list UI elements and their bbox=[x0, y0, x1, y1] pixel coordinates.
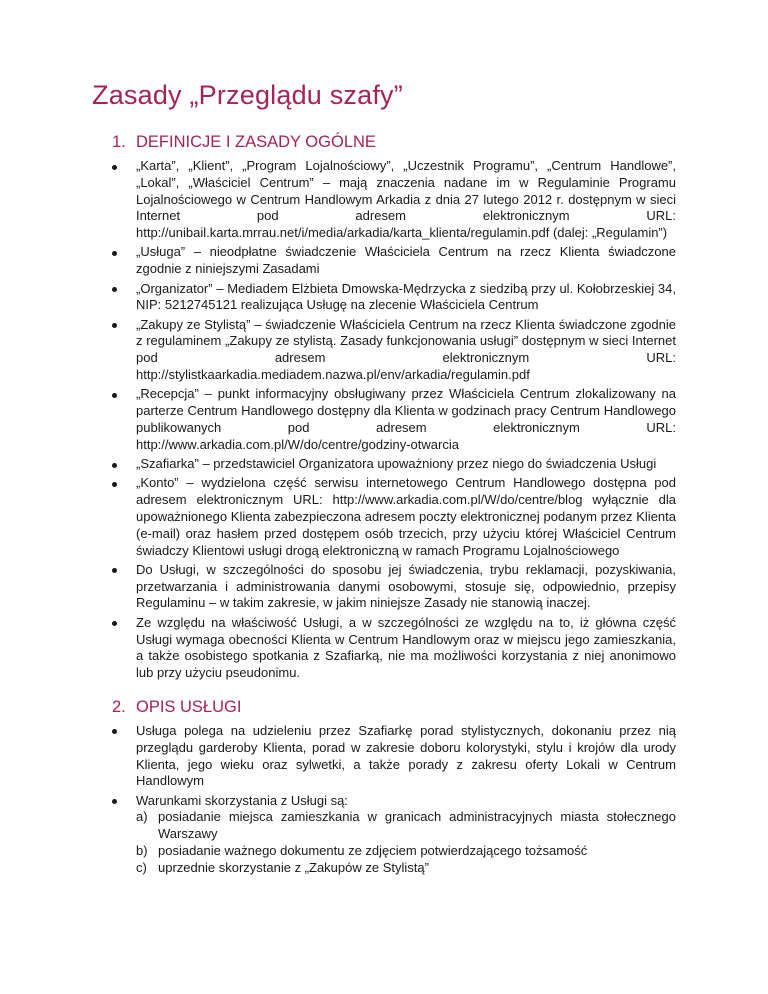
section-number: 2. bbox=[112, 697, 126, 716]
section-number: 1. bbox=[112, 133, 126, 151]
definitions-list bbox=[92, 158, 676, 682]
section-heading bbox=[92, 698, 676, 717]
sublist-text: uprzednie skorzystanie z „Zakupów ze Stylistą” bbox=[158, 859, 429, 875]
sublist-item bbox=[136, 843, 676, 860]
section-heading-text: OPIS USŁUGI bbox=[136, 697, 242, 716]
sublist-item bbox=[136, 860, 676, 877]
sublist-text: posiadanie ważnego dokumentu ze zdjęciem potwierdzającego tożsamość bbox=[158, 842, 588, 858]
document-title: Zasady „Przeglądu szafy” bbox=[92, 80, 403, 110]
sublist-letter: c) bbox=[136, 859, 147, 875]
list-item: „Szafiarka” – przedstawiciel Organizatora upoważniony przez niego do świadczenia Usługi bbox=[92, 456, 676, 473]
service-list bbox=[92, 723, 676, 877]
section-heading-text: DEFINICJE I ZASADY OGÓLNE bbox=[136, 133, 376, 151]
sublist-letter: a) bbox=[136, 809, 148, 825]
list-item: „Recepcja” – punkt informacyjny obsługiwany przez Właściciela Centrum zlokalizowany na parterze Centrum Handlowego dostępny dla Klienta w godzinach pracy Centrum Handlowego publikowanych pod adresem elektronicznym URL: http://www.arkadia.com.pl/W/do/centre/godziny-otwarcia bbox=[92, 386, 676, 453]
list-item: Usługa polega na udzieleniu przez Szafiarkę porad stylistycznych, dokonaniu przez nią przeglądu garderoby Klienta, porad w zakresie doboru kolorystyki, stylu i krojów dla urody Klienta, jego wieku oraz sylwetki, a także porady z zakresu oferty Lokali w Centrum Handlowym bbox=[92, 723, 676, 790]
list-item-text: Warunkami skorzystania z Usługi są: bbox=[136, 792, 348, 808]
list-item: Do Usługi, w szczególności do sposobu jej świadczenia, trybu reklamacji, pozyskiwania, przetwarzania i administrowania danymi osobowymi, stosuje się, odpowiednio, przepisy Regulaminu – w takim zakresie, w jakim niniejsze Zasady nie stanowią inaczej. bbox=[92, 562, 676, 612]
list-item bbox=[92, 793, 676, 877]
list-item: „Konto” – wydzielona część serwisu internetowego Centrum Handlowego dostępna pod adresem elektronicznym URL: http://www.arkadia.com.pl/W/do/centre/blog wyłącznie dla upoważnionego Klienta zabezpieczona adresem poczty elektronicznej podanym przez Klienta (e-mail) oraz hasłem przed dostępem osób trzecich, przy użyciu której Właściciel Centrum świadczy Klientowi usługi drogą elektroniczną w ramach Programu Lojalnościowego bbox=[92, 475, 676, 559]
list-item: „Karta”, „Klient”, „Program Lojalnościowy”, „Uczestnik Programu”, „Centrum Handlowe”, „Lokal”, „Właściciel Centrum” – mają znaczenia nadane im w Regulaminie Programu Lojalnościowego w Centrum Handlowym Arkadia z dnia 27 lutego 2012 r. dostępnym w sieci Internet pod adresem elektronicznym URL: http://unibail.karta.mrrau.net/i/media/arkadia/karta_klienta/regulamin.pdf (dalej: „Regulamin”) bbox=[92, 158, 676, 242]
conditions-sublist bbox=[136, 809, 676, 876]
list-item: „Organizator” – Mediadem Elżbieta Dmowska-Mędrzycka z siedzibą przy ul. Kołobrzeskiej 34, NIP: 5212745121 realizująca Usługę na zlecenie Właściciela Centrum bbox=[92, 281, 676, 315]
section-definitions bbox=[92, 133, 676, 682]
sublist-letter: b) bbox=[136, 842, 148, 858]
section-heading bbox=[92, 133, 676, 152]
list-item: „Usługa” – nieodpłatne świadczenie Właściciela Centrum na rzecz Klienta świadczone zgodnie z niniejszymi Zasadami bbox=[92, 244, 676, 278]
list-item: Ze względu na właściwość Usługi, a w szczególności ze względu na to, iż główna część Usługi wymaga obecności Klienta w Centrum Handlowym oraz w miejscu jego zamieszkania, a także osobistego spotkania z Szafiarką, nie ma możliwości korzystania z niej anonimowo lub przy użyciu pseudonimu. bbox=[92, 615, 676, 682]
sublist-item bbox=[136, 809, 676, 843]
section-service-description bbox=[92, 698, 676, 877]
list-item: „Zakupy ze Stylistą” – świadczenie Właściciela Centrum na rzecz Klienta świadczone zgodnie z regulaminem „Zakupy ze stylistą. Zasady funkcjonowania usługi” dostępnym w sieci Internet pod adresem elektronicznym URL: http://stylistkaarkadia.mediadem.nazwa.pl/env/arkadia/regulamin.pdf bbox=[92, 317, 676, 384]
sublist-text: posiadanie miejsca zamieszkania w granicach administracyjnych miasta stołecznego Warszawy bbox=[158, 809, 676, 842]
